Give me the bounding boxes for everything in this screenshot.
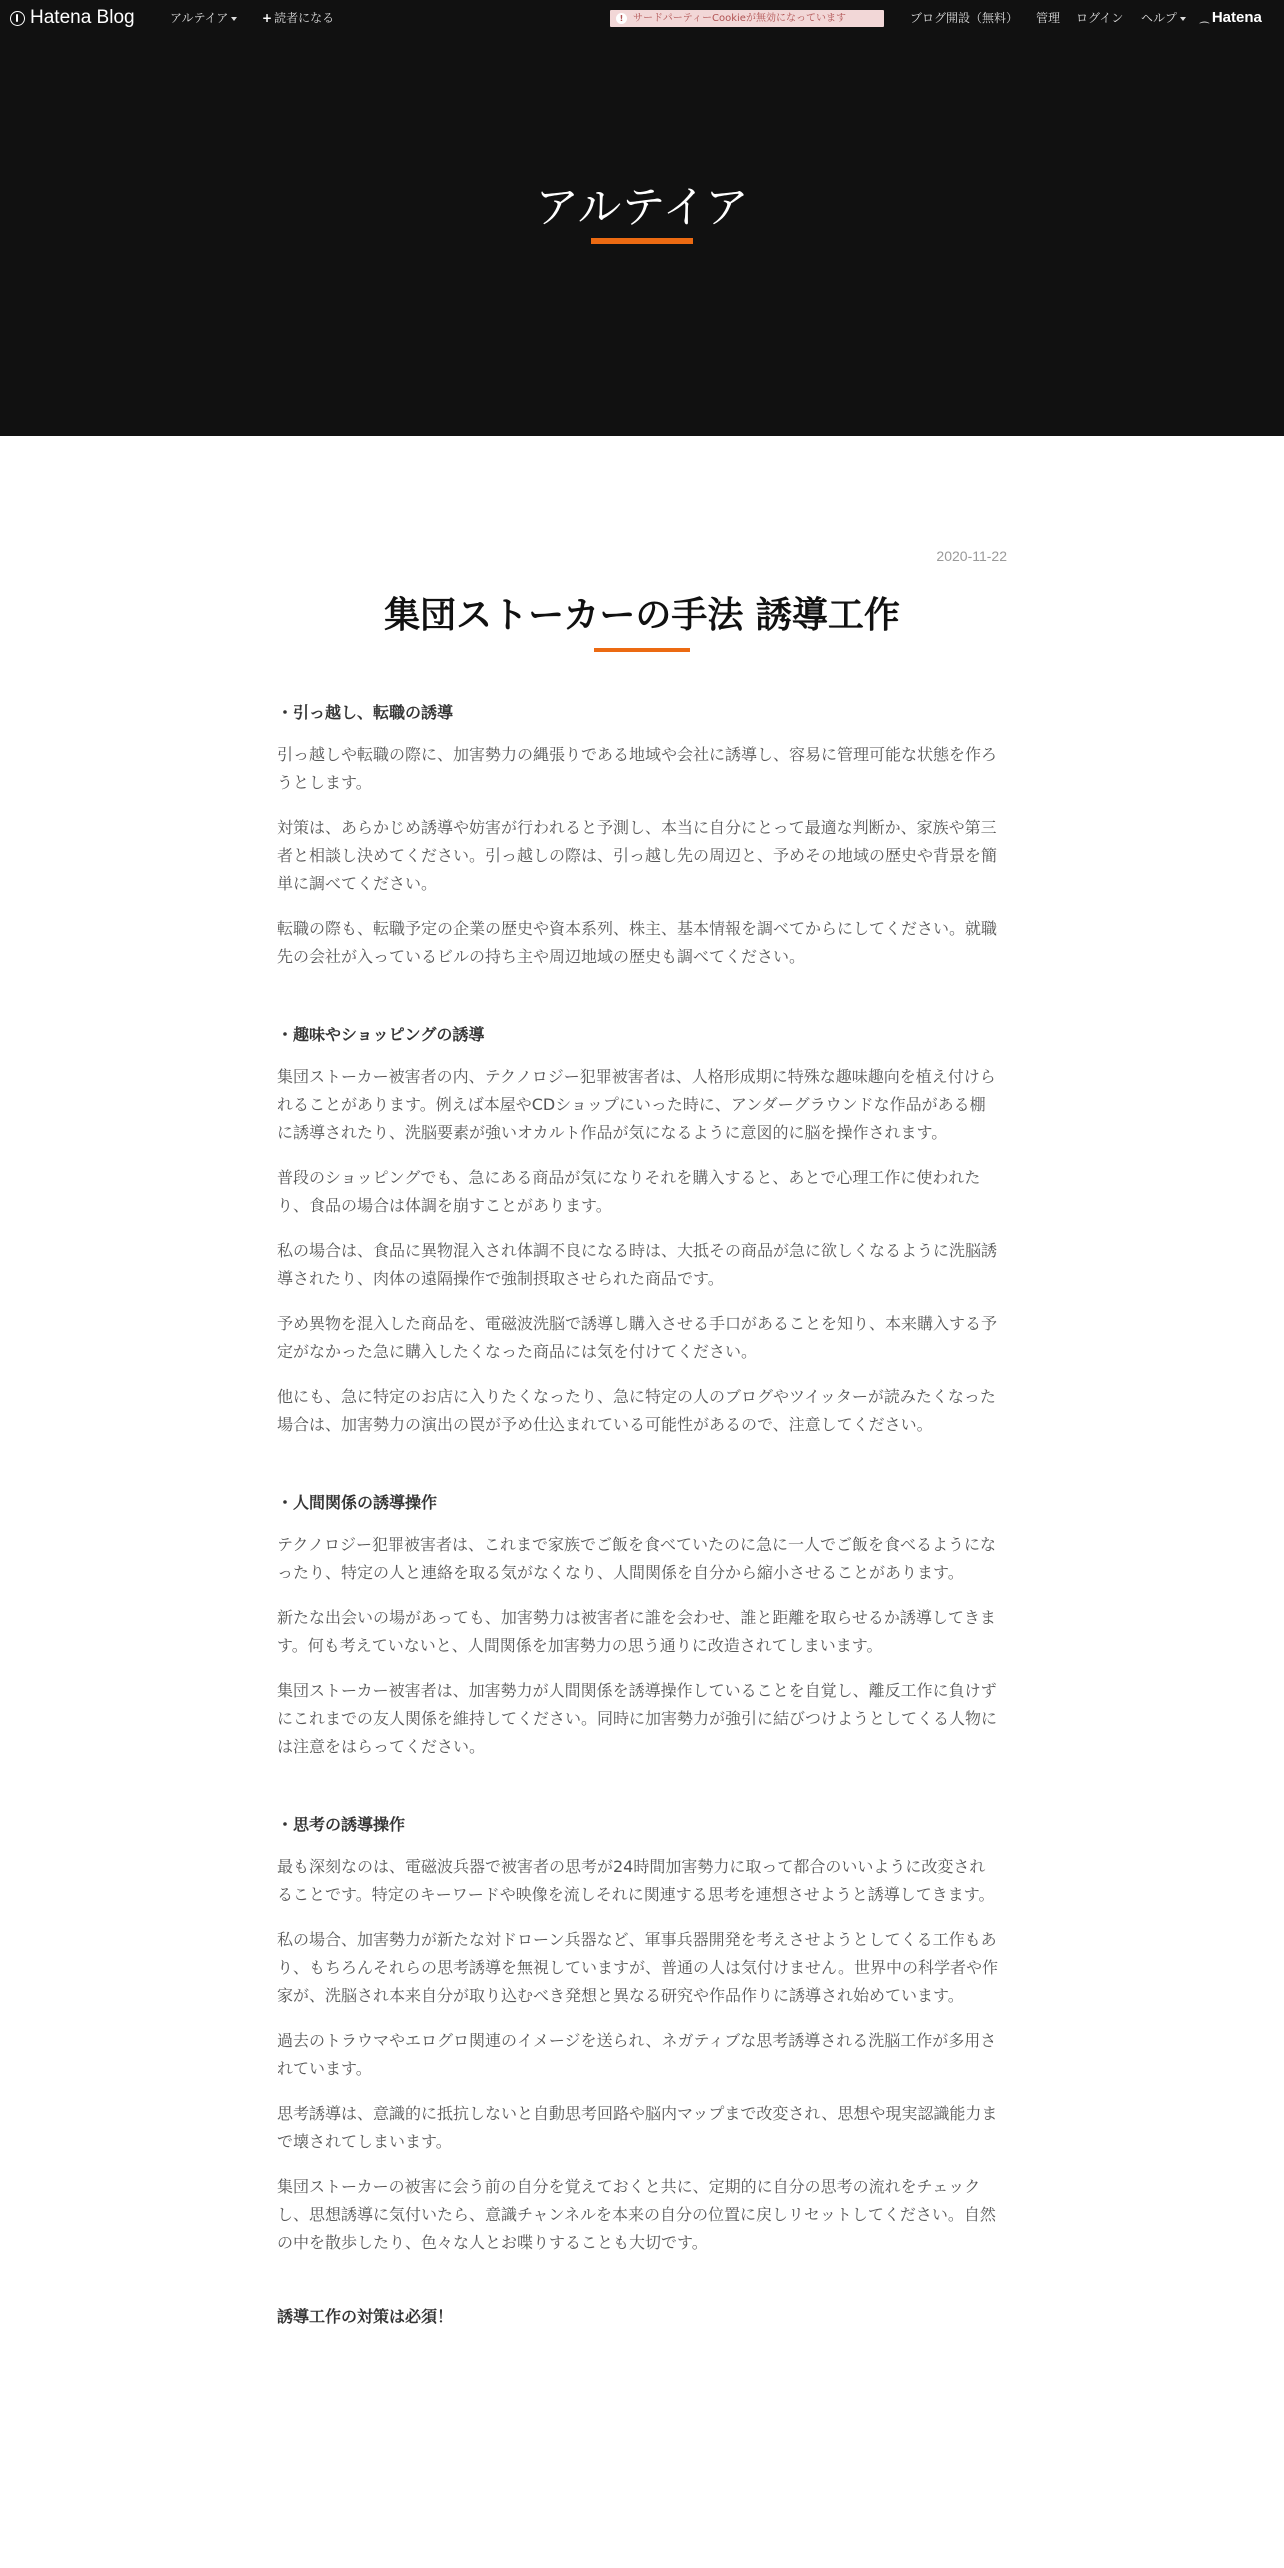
blog-menu-label: アルテイア bbox=[170, 11, 229, 25]
entry-content bbox=[277, 699, 1000, 2345]
paragraph: 予め異物を混入した商品を、電磁波洗脳で誘導し購入させる手口があることを知り、本来購入する予定がなかった急に購入したくなった商品には気を付けてください。 bbox=[277, 1314, 998, 1361]
entry-section bbox=[277, 1811, 1000, 2257]
hatena-label: Hatena bbox=[1211, 9, 1262, 26]
section-heading: ・思考の誘導操作 bbox=[277, 1815, 406, 1834]
entry-title[interactable]: 集団ストーカーの手法 誘導工作 bbox=[384, 595, 900, 636]
login-link[interactable]: ログイン bbox=[1076, 11, 1124, 25]
plus-icon: + bbox=[262, 11, 273, 25]
hatena-mark-icon: ⁔ bbox=[1200, 12, 1209, 24]
chevron-down-icon bbox=[231, 17, 237, 21]
entry-section bbox=[277, 699, 1000, 971]
blog-title[interactable]: アルテイア bbox=[535, 182, 749, 233]
paragraph: 集団ストーカー被害者は、加害勢力が人間関係を誘導操作していることを自覚し、離反工作に負けずにこれまでの友人関係を維持してください。同時に加害勢力が強引に結びつけようとしてくる人物には注意をはらってください。 bbox=[277, 1681, 998, 1756]
paragraph: 新たな出会いの場があっても、加害勢力は被害者に誰を会わせ、誰と距離を取らせるか誘導してきます。何も考えていないと、人間関係を加害勢力の思う通りに改造されてしまいます。 bbox=[277, 1608, 996, 1655]
help-label: ヘルプ bbox=[1141, 11, 1178, 25]
blog-header bbox=[0, 36, 1284, 436]
cookie-notice[interactable] bbox=[610, 10, 884, 27]
entry-section bbox=[277, 1489, 1000, 1761]
help-menu[interactable] bbox=[1141, 0, 1186, 36]
section-heading-final: 誘導工作の対策は必須！ bbox=[277, 2307, 454, 2326]
global-header bbox=[0, 0, 1284, 36]
paragraph: テクノロジー犯罪被害者は、これまで家族でご飯を食べていたのに急に一人でご飯を食べるようになったり、特定の人と連絡を取る気がなくなり、人間関係を自分から縮小させることがあります。 bbox=[277, 1535, 997, 1582]
title-underline bbox=[591, 238, 693, 244]
entry-date[interactable]: 2020-11-22 bbox=[936, 548, 1007, 564]
paragraph: 他にも、急に特定のお店に入りたくなったり、急に特定の人のブログやツイッターが読みたくなった場合は、加害勢力の演出の罠が予め仕込まれている可能性があるので、注意してください。 bbox=[277, 1387, 996, 1434]
hatena-logo[interactable] bbox=[1200, 0, 1262, 36]
paragraph: 最も深刻なのは、電磁波兵器で被害者の思考が24時間加害勢力に取って都合のいいように改変されることです。特定のキーワードや映像を流しそれに関連する思考を連想させようと誘導してきます。 bbox=[277, 1857, 995, 1904]
paragraph: 引っ越しや転職の際に、加害勢力の縄張りである地域や会社に誘導し、容易に管理可能な状態を作ろうとします。 bbox=[277, 745, 998, 792]
hatena-blog-logo-icon bbox=[10, 11, 25, 26]
blog-menu[interactable] bbox=[170, 0, 237, 36]
hatena-blog-logo[interactable] bbox=[10, 8, 135, 28]
admin-link[interactable]: 管理 bbox=[1036, 11, 1061, 25]
entry-title-underline bbox=[594, 648, 690, 652]
chevron-down-icon bbox=[1180, 17, 1186, 21]
paragraph: 転職の際も、転職予定の企業の歴史や資本系列、株主、基本情報を調べてからにしてください。就職先の会社が入っているビルの持ち主や周辺地域の歴史も調べてください。 bbox=[277, 919, 998, 966]
section-heading: ・人間関係の誘導操作 bbox=[277, 1493, 438, 1512]
paragraph: 集団ストーカーの被害に会う前の自分を覚えておくと共に、定期的に自分の思考の流れをチェックし、思想誘導に気付いたら、意識チャンネルを本来の自分の位置に戻しリセットしてください。自然の中を散歩したり、色々な人とお喋りすることも大切です。 bbox=[277, 2177, 996, 2252]
subscribe-button[interactable] bbox=[262, 0, 334, 36]
subscribe-label: 読者になる bbox=[274, 11, 335, 25]
paragraph: 過去のトラウマやエログロ関連のイメージを送られ、ネガティブな思考誘導される洗脳工作が多用されています。 bbox=[277, 2031, 997, 2078]
brand-name: Hatena Blog bbox=[30, 7, 135, 28]
info-icon: ! bbox=[616, 13, 627, 24]
create-blog-link[interactable]: ブログ開設（無料） bbox=[910, 11, 1019, 25]
paragraph: 私の場合は、食品に異物混入され体調不良になる時は、大抵その商品が急に欲しくなるように洗脳誘導されたり、肉体の遠隔操作で強制摂取させられた商品です。 bbox=[277, 1241, 998, 1288]
cookie-notice-text: サードパーティーCookieが無効になっています bbox=[633, 13, 846, 24]
entry-section bbox=[277, 1021, 1000, 1439]
paragraph: 集団ストーカー被害者の内、テクノロジー犯罪被害者は、人格形成期に特殊な趣味趣向を植え付けられることがあります。例えば本屋やCDショップにいった時に、アンダーグラウンドな作品がある棚に誘導されたり、洗脳要素が強いオカルト作品が気になるように意図的に脳を操作されます。 bbox=[277, 1067, 996, 1142]
paragraph: 普段のショッピングでも、急にある商品が気になりそれを購入すると、あとで心理工作に使われたり、食品の場合は体調を崩すことがあります。 bbox=[277, 1168, 981, 1215]
section-heading: ・趣味やショッピングの誘導 bbox=[277, 1025, 485, 1044]
paragraph: 私の場合、加害勢力が新たな対ドローン兵器など、軍事兵器開発を考えさせようとしてくる工作もあり、もちろんそれらの思考誘導を無視していますが、普通の人は気付けません。世界中の科学者や作家が、洗脳され本来自分が取り込むべき発想と異なる研究や作品作りに誘導され始めています。 bbox=[277, 1930, 998, 2005]
section-heading: ・引っ越し、転職の誘導 bbox=[277, 703, 454, 722]
paragraph: 対策は、あらかじめ誘導や妨害が行われると予測し、本当に自分にとって最適な判断か、家族や第三者と相談し決めてください。引っ越しの際は、引っ越し先の周辺と、予めその地域の歴史や背景を簡単に調べてください。 bbox=[277, 818, 998, 893]
paragraph: 思考誘導は、意識的に抵抗しないと自動思考回路や脳内マップまで改変され、思想や現実認識能力まで壊されてしまいます。 bbox=[277, 2104, 998, 2151]
